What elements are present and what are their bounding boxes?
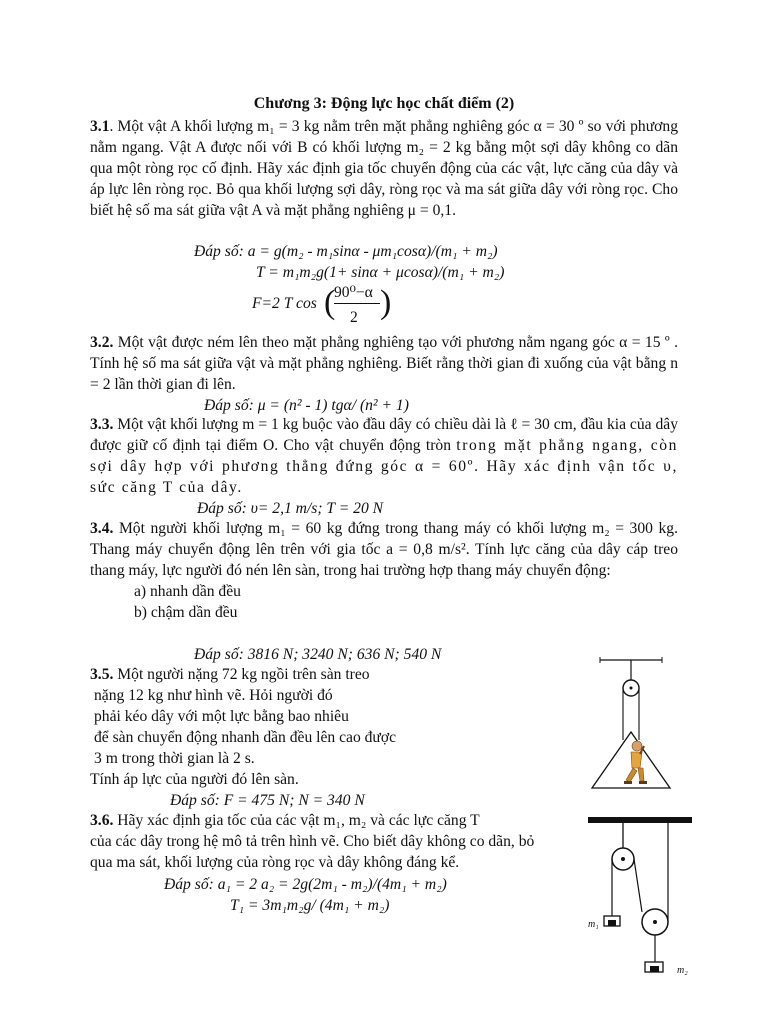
problem-number: 3.1	[90, 118, 110, 135]
mass-m1-fill	[608, 920, 616, 926]
fraction-bar	[334, 303, 380, 304]
problem-text: qua ma sát, khối lượng của ròng rọc và dây không đáng kể.	[90, 854, 460, 871]
problem-text: Tính áp lực của người đó lên sàn.	[90, 771, 299, 788]
problem-text-spaced: trong mặt phẳng ngang, còn sợi dây hợp với phương thẳng đứng góc α = 60º. Hãy xác định vận tốc υ, sức căng T của dây.	[90, 437, 679, 496]
hanging-platform-figure	[582, 650, 682, 800]
problem-text: nặng 12 kg như hình vẽ. Hỏi người đó	[94, 687, 333, 704]
problem-text: phải kéo dây với một lực bằng bao nhiêu	[94, 708, 349, 725]
case-a: a) nhanh dần đều	[134, 583, 241, 600]
problem-3-1	[90, 116, 678, 221]
problem-3-5	[90, 664, 560, 790]
answer-3-4: Đáp số: 3816 N; 3240 N; 636 N; 540 N	[194, 646, 442, 663]
pulley-system-figure	[582, 812, 698, 982]
problem-text: Một người nặng 72 kg ngồi trên sàn treo	[113, 666, 370, 683]
problem-text: của các dây trong hệ mô tả trên hình vẽ. Cho biết dây không co dãn, bỏ	[90, 833, 535, 850]
problem-text: Một vật khối lượng m = 1 kg buộc vào đầu dây có chiều dài là ℓ = 30 cm, đầu kia của dây được giữ cố định tại điểm O. Cho vật chuyển động tròn	[90, 416, 678, 454]
problem-number: 3.2.	[90, 334, 114, 351]
pulley-axle	[630, 687, 633, 690]
chapter-title: Chương 3: Động lực học chất điểm (2)	[253, 95, 515, 112]
answer-3-6-a: Đáp số: a₁ = 2 a₂ = 2g(2m₁ - m₂)/(4m₁ + m₂)	[164, 876, 447, 893]
problem-text: . Một vật A khối lượng m₁ = 3 kg nằm trên mặt phẳng nghiêng góc α = 30 º so với phương nằm ngang. Vật A được nối với B có khối lượng m₂ = 2 kg bằng một sợi dây không co dãn qua một ròng rọc cố định. Hãy xác định gia tốc chuyển động của các vật, lực căng của dây và áp lực lên ròng rọc. Bỏ qua khối lượng sợi dây, ròng rọc và ma sát giữa dây với ròng rọc. Cho biết hệ số ma sát giữa vật A và mặt phẳng nghiêng μ = 0,1.	[90, 118, 678, 219]
answer-3-1-t: T = m₁m₂g(1+ sinα + μcosα)/(m₁ + m₂)	[256, 264, 505, 281]
formula-numerator: 90⁰−α	[334, 284, 373, 301]
formula-denominator: 2	[350, 309, 358, 326]
case-b: b) chậm dần đều	[134, 604, 238, 621]
label-m2: m₂	[677, 965, 688, 976]
person-icon	[624, 741, 647, 784]
answer-3-6-t: T₁ = 3m₁m₂g/ (4m₁ + m₂)	[230, 897, 390, 914]
formula-right-paren: )	[380, 284, 392, 321]
pulley-axle	[621, 857, 625, 861]
formula-lhs: F=2 T cos	[252, 295, 317, 312]
problem-number: 3.6.	[90, 812, 114, 829]
problem-text: Hãy xác định gia tốc của các vật m₁, m₂ và các lực căng T	[113, 812, 480, 829]
mass-m2-fill	[650, 966, 659, 972]
problem-3-2	[90, 332, 678, 395]
formula-left-paren: (	[324, 284, 336, 321]
problem-text: Một người khối lượng m₁ = 60 kg đứng trong thang máy có khối lượng m₂ = 300 kg. Thang máy chuyển động lên trên với gia tốc a = 0,8 m/s². Tính lực căng của dây cáp treo thang máy, lực người đó nén lên sàn, trong hai trường hợp thang máy chuyển động:	[90, 520, 678, 579]
answer-3-2: Đáp số: μ = (n² - 1) tgα/ (n² + 1)	[204, 397, 409, 414]
answer-3-1-a: Đáp số: a = g(m₂ - m₁sinα - μm₁cosα)/(m₁ + m₂)	[194, 243, 498, 260]
problem-3-6	[90, 810, 610, 873]
problem-number: 3.5.	[90, 666, 114, 683]
problem-3-3	[90, 414, 678, 498]
problem-number: 3.3.	[90, 416, 114, 433]
answer-3-3: Đáp số: υ= 2,1 m/s; T = 20 N	[197, 500, 384, 517]
problem-text: 3 m trong thời gian là 2 s.	[94, 750, 255, 767]
pulley-axle	[653, 920, 657, 924]
problem-number: 3.4.	[90, 520, 114, 537]
ceiling-beam	[588, 817, 692, 823]
answer-3-5: Đáp số: F = 475 N; N = 340 N	[170, 792, 365, 809]
rope	[634, 859, 642, 912]
problem-text: Một vật được ném lên theo mặt phẳng nghiêng tạo với phương nằm ngang góc α = 15 º . Tính hệ số ma sát giữa vật và mặt phẳng nghiêng. Biết rằng thời gian đi xuống của vật bằng n = 2 lần thời gian đi lên.	[90, 334, 678, 393]
problem-3-4	[90, 518, 678, 623]
label-m1: m₁	[588, 919, 599, 930]
problem-text: để sàn chuyển động nhanh dần đều lên cao được	[94, 729, 397, 746]
